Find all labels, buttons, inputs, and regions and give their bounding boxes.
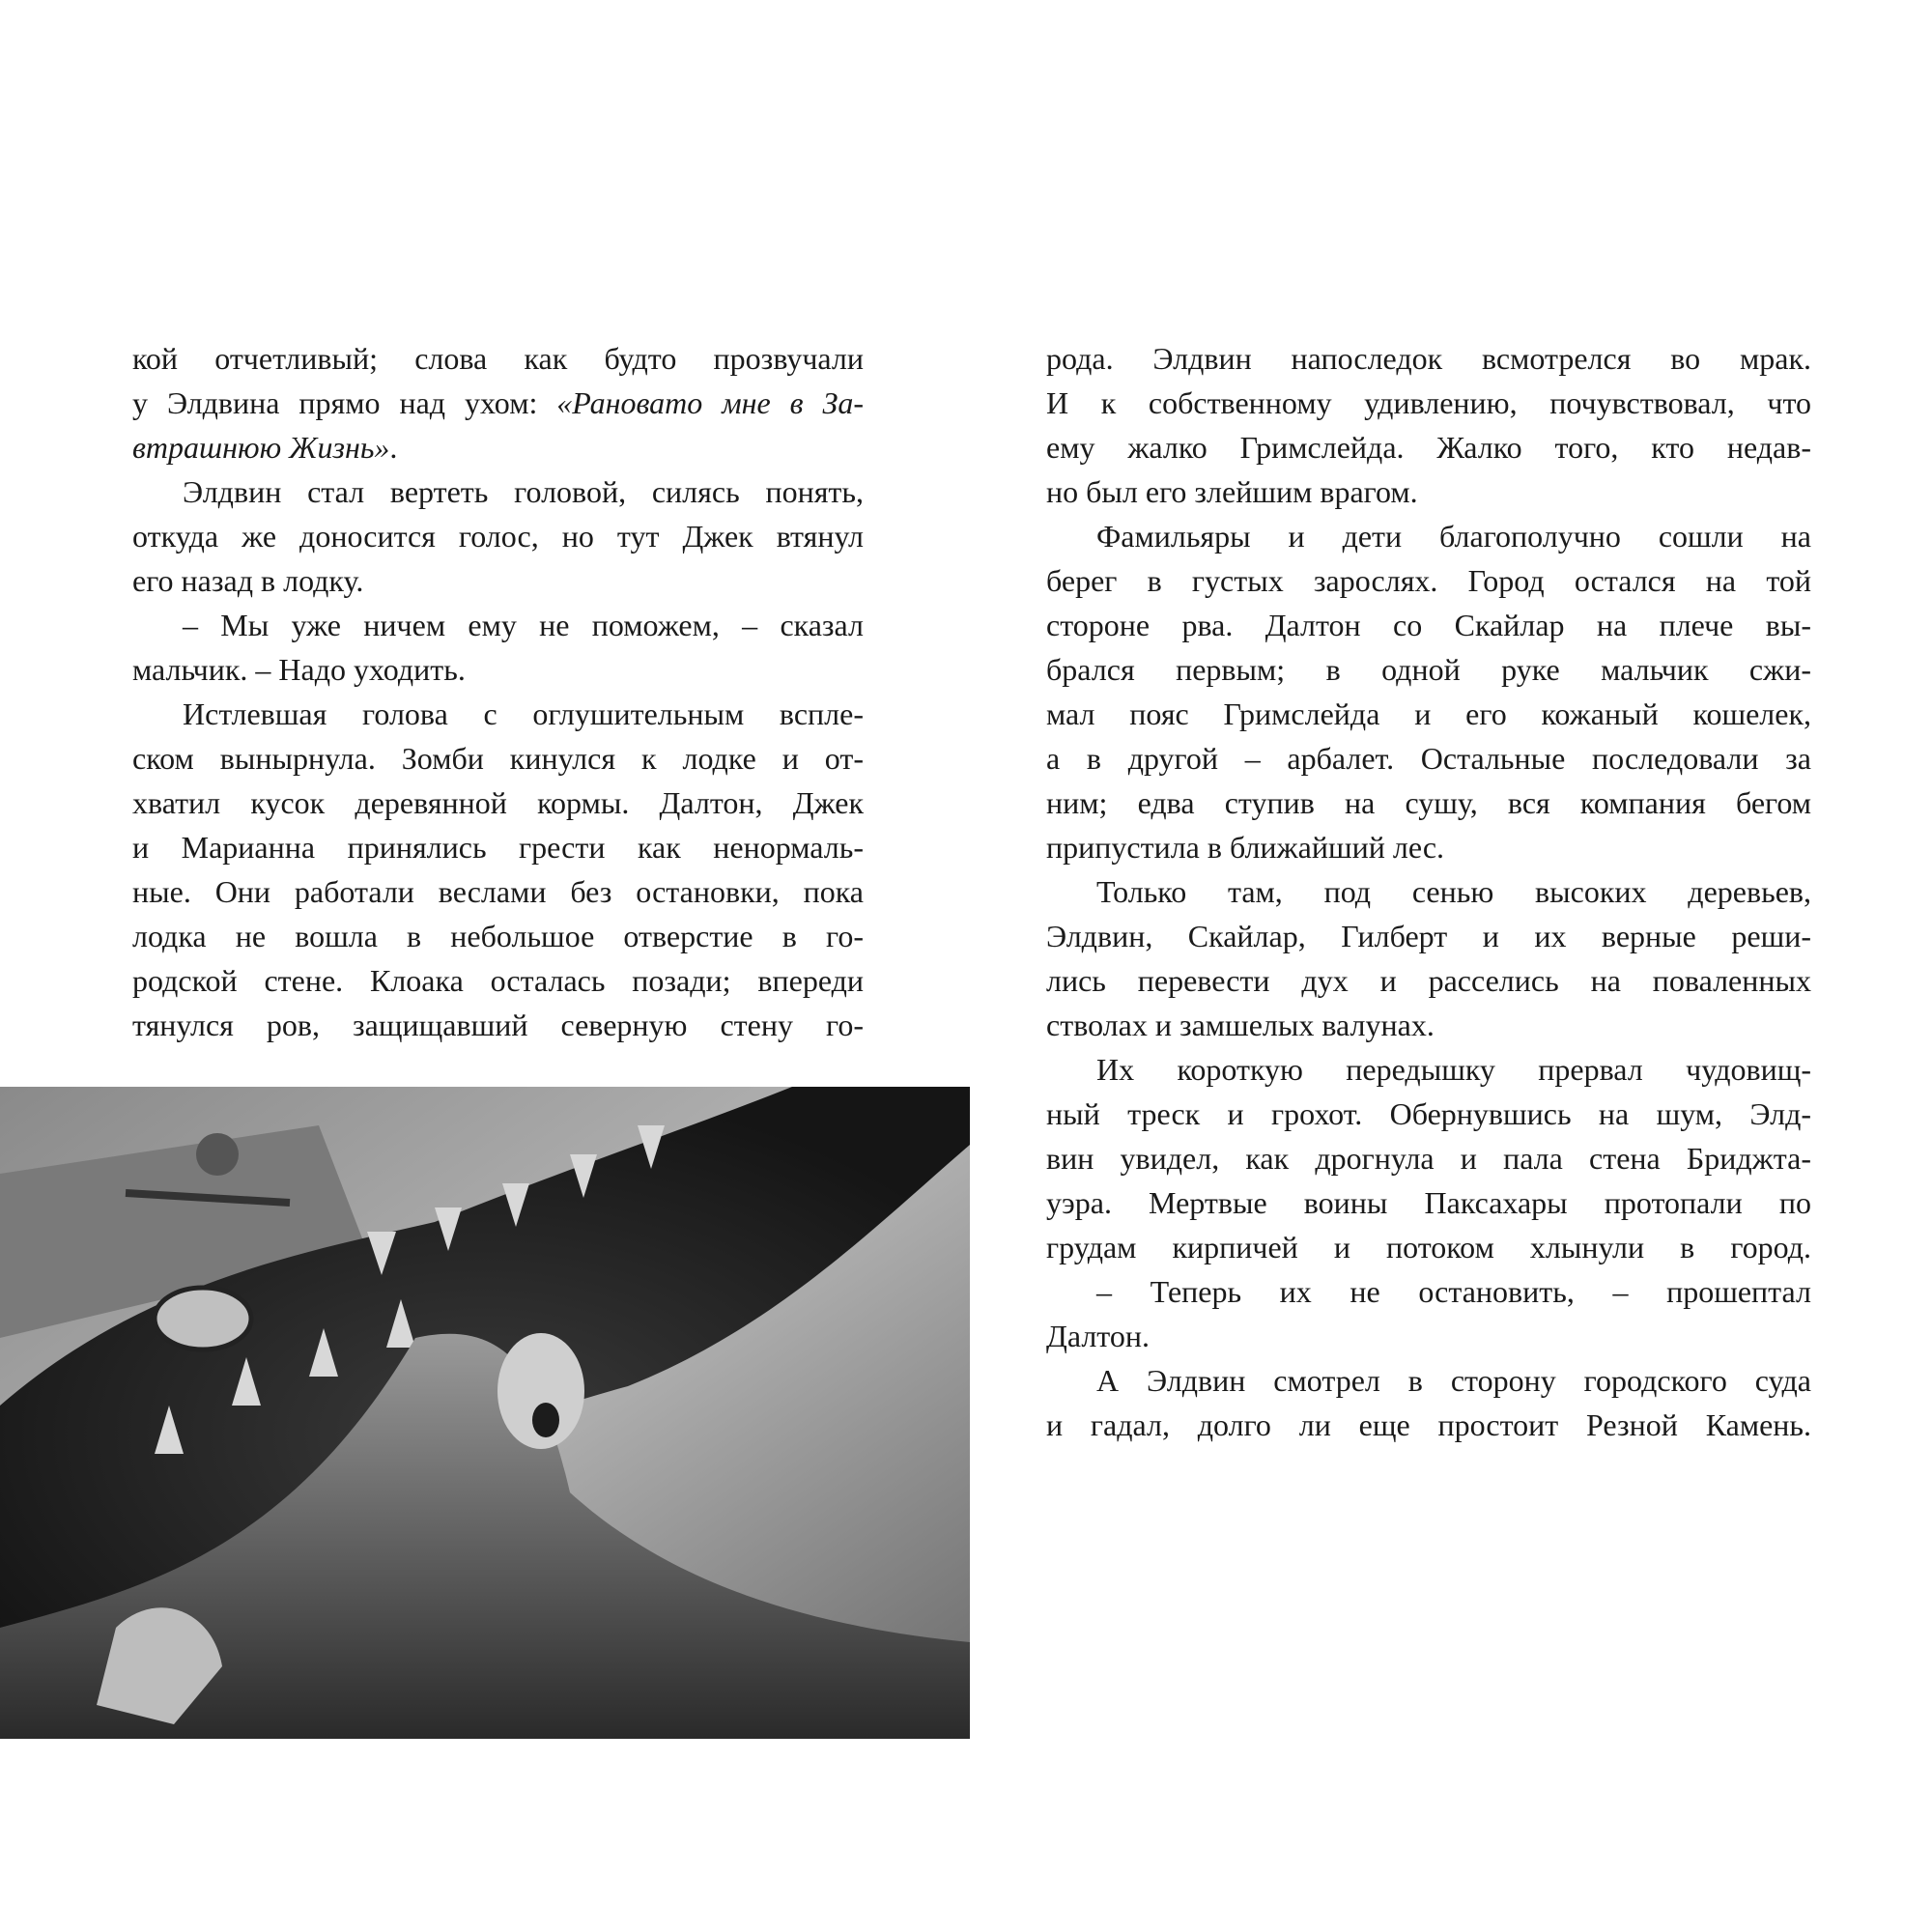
text-run: ный треск и грохот. Обернувшись на шум, Элд-	[1046, 1096, 1811, 1131]
text-run: тянулся ров, защищавший северную стену го-	[132, 1008, 864, 1042]
text-line	[1046, 1314, 1811, 1358]
text-run: берег в густых зарослях. Город остался на той	[1046, 563, 1811, 598]
text-run: стволах и замшелых валунах.	[1046, 1008, 1435, 1042]
text-line	[1046, 514, 1811, 558]
text-line	[1046, 1180, 1811, 1225]
text-line	[132, 869, 864, 914]
text-run: хватил кусок деревянной кормы. Далтон, Джек	[132, 785, 864, 820]
text-line	[132, 736, 864, 781]
text-run: и Марианна принялись грести как ненормаль-	[132, 830, 864, 865]
text-line	[132, 469, 864, 514]
text-run: Элдвин стал вертеть головой, силясь понять,	[183, 474, 864, 509]
text-line	[132, 958, 864, 1003]
text-line	[1046, 336, 1811, 381]
text-run: припустила в ближайший лес.	[1046, 830, 1445, 865]
text-line	[1046, 1092, 1811, 1136]
text-line	[1046, 558, 1811, 603]
text-run: рода. Элдвин напоследок всмотрелся во мрак.	[1046, 341, 1811, 376]
text-run: родской стене. Клоака осталась позади; впереди	[132, 963, 864, 998]
italic-quote: «Рановато мне в За-	[556, 385, 865, 420]
text-run: ском вынырнула. Зомби кинулся к лодке и от-	[132, 741, 864, 776]
text-run: мальчик. – Надо уходить.	[132, 652, 466, 687]
text-run: – Теперь их не остановить, – прошептал	[1096, 1274, 1811, 1309]
text-line	[1046, 1269, 1811, 1314]
text-run: Только там, под сенью высоких деревьев,	[1096, 874, 1811, 909]
text-line	[132, 692, 864, 736]
text-line	[1046, 781, 1811, 825]
text-line	[1046, 1003, 1811, 1047]
text-line	[1046, 647, 1811, 692]
text-line	[1046, 603, 1811, 647]
text-line	[1046, 1136, 1811, 1180]
text-run: грудам кирпичей и потоком хлынули в город.	[1046, 1230, 1811, 1264]
text-run: уэра. Мертвые воины Паксахары протопали по	[1046, 1185, 1811, 1220]
text-line	[1046, 958, 1811, 1003]
illustration-sea-monster	[0, 1087, 970, 1739]
text-run: ему жалко Гримслейда. Жалко того, кто недав-	[1046, 430, 1811, 465]
text-line	[1046, 736, 1811, 781]
right-page-text	[1046, 336, 1811, 1447]
text-run: Истлевшая голова с оглушительным вспле-	[183, 696, 864, 731]
text-line	[1046, 1047, 1811, 1092]
text-run: Далтон.	[1046, 1319, 1150, 1353]
text-run: Элдвин, Скайлар, Гилберт и их верные реши-	[1046, 919, 1811, 953]
text-line	[1046, 425, 1811, 469]
text-run: стороне рва. Далтон со Скайлар на плече вы-	[1046, 608, 1811, 642]
text-run: но был его злейшим врагом.	[1046, 474, 1418, 509]
text-line	[132, 781, 864, 825]
text-run: Их короткую передышку прервал чудовищ-	[1096, 1052, 1811, 1087]
text-line	[1046, 1403, 1811, 1447]
text-line	[132, 1003, 864, 1047]
text-run: а в другой – арбалет. Остальные последовали за	[1046, 741, 1811, 776]
text-run: А Элдвин смотрел в сторону городского суда	[1096, 1363, 1811, 1398]
text-line	[1046, 825, 1811, 869]
text-line	[132, 825, 864, 869]
text-run: кой отчетливый; слова как будто прозвучали	[132, 341, 864, 376]
text-line	[1046, 1358, 1811, 1403]
text-line	[132, 381, 864, 425]
text-run: откуда же доносится голос, но тут Джек втянул	[132, 519, 864, 554]
text-run: лодка не вошла в небольшое отверстие в го-	[132, 919, 864, 953]
text-line	[1046, 469, 1811, 514]
text-run: Фамильяры и дети благополучно сошли на	[1096, 519, 1811, 554]
text-run: .	[389, 430, 398, 465]
text-run: мал пояс Гримслейда и его кожаный кошелек,	[1046, 696, 1811, 731]
text-run: ные. Они работали веслами без остановки, пока	[132, 874, 864, 909]
left-page-text	[132, 336, 864, 1047]
text-run: у Элдвина прямо над ухом:	[132, 385, 557, 420]
text-line	[1046, 381, 1811, 425]
text-run: ним; едва ступив на сушу, вся компания бегом	[1046, 785, 1811, 820]
text-line	[1046, 692, 1811, 736]
text-run: брался первым; в одной руке мальчик сжи-	[1046, 652, 1811, 687]
text-run: – Мы уже ничем ему не поможем, – сказал	[183, 608, 864, 642]
text-line	[132, 647, 864, 692]
text-line	[1046, 914, 1811, 958]
text-run: его назад в лодку.	[132, 563, 364, 598]
text-run: лись перевести дух и расселись на поваленных	[1046, 963, 1811, 998]
text-line	[132, 558, 864, 603]
text-run: И к собственному удивлению, почувствовал, что	[1046, 385, 1811, 420]
text-line	[1046, 869, 1811, 914]
text-line	[1046, 1225, 1811, 1269]
text-run: и гадал, долго ли еще простоит Резной Камень.	[1046, 1407, 1811, 1442]
text-line	[132, 336, 864, 381]
text-line	[132, 914, 864, 958]
italic-quote: втрашнюю Жизнь»	[132, 430, 390, 465]
text-line	[132, 425, 864, 469]
text-line	[132, 603, 864, 647]
text-line	[132, 514, 864, 558]
text-run: вин увидел, как дрогнула и пала стена Бриджта-	[1046, 1141, 1811, 1176]
monster-eye	[155, 1288, 251, 1350]
